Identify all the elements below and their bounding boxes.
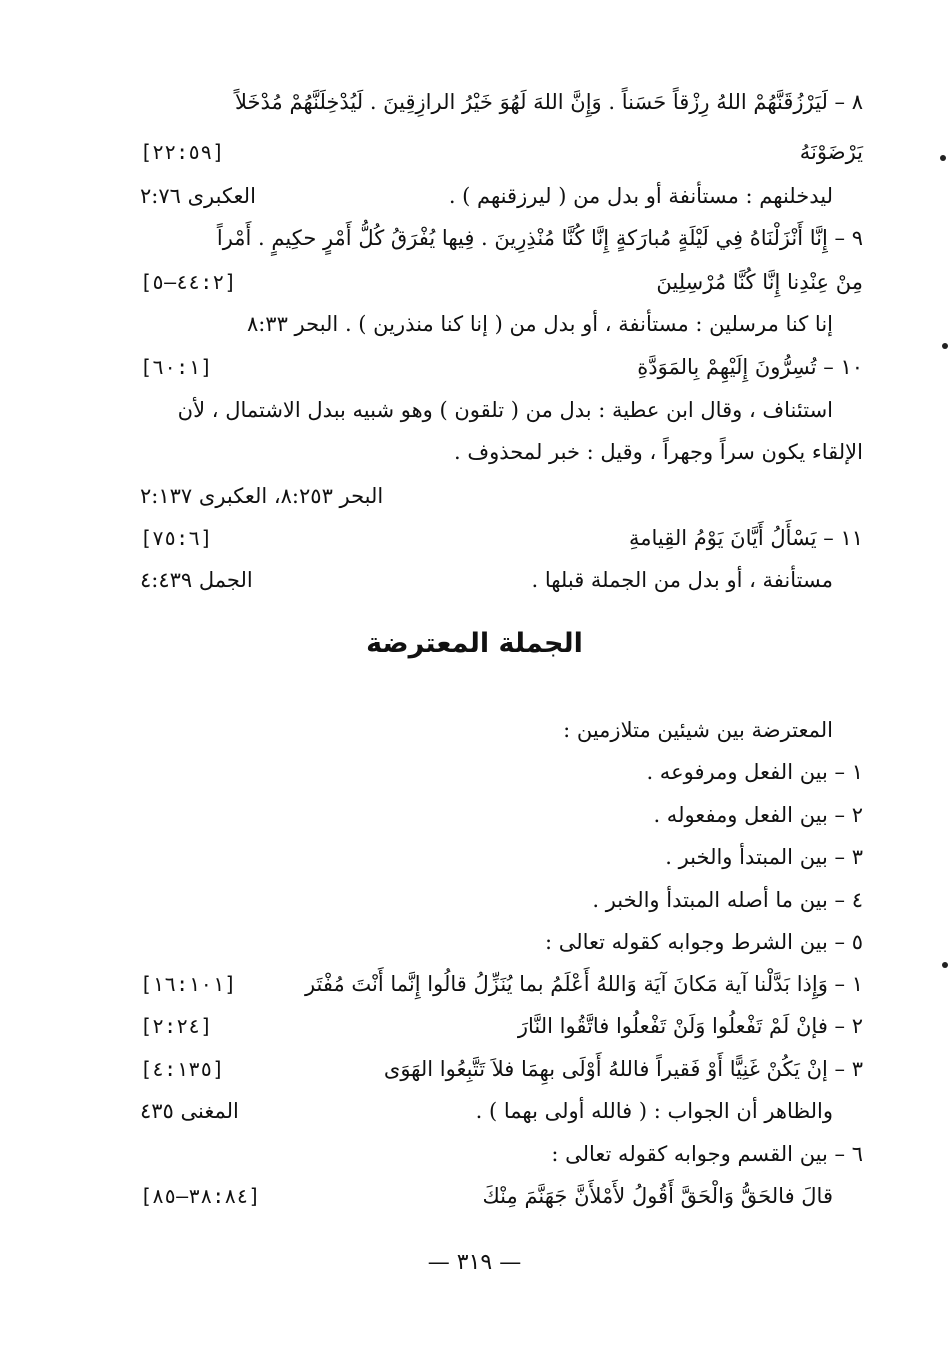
- note-line: [140, 432, 863, 472]
- verse-reference: [٤:١٣٥]: [140, 1057, 225, 1081]
- note-text: والظاهر أن الجواب : ( فالله أولى بهما ) .: [475, 1099, 833, 1123]
- list-item: [140, 1134, 863, 1174]
- verse-reference: [٢٢:٥٩]: [140, 140, 225, 164]
- note-line: [140, 176, 863, 216]
- margin-speck: [942, 343, 948, 349]
- note-line: [140, 304, 863, 344]
- note-line: [140, 476, 863, 516]
- list-item-text: ٦ – بين القسم وجوابه كقوله تعالى :: [551, 1142, 863, 1166]
- section-heading: الجملة المعترضة: [366, 628, 583, 659]
- verse-line: [140, 1006, 863, 1046]
- verse-line: [140, 132, 863, 172]
- list-item-text: ٣ – بين المبتدأ والخبر .: [665, 845, 863, 869]
- verse-text: ٨ – لَيَرْزُقَنَّهُمْ اللهُ رِزْقاً حَسَناً . وَإِنَّ اللهَ لَهُوَ خَيْرُ الرازِقِينَ . لَيُدْخِلَنَّهُمْ مُدْخَلاً: [235, 90, 863, 114]
- verse-reference: [٧٥:٦]: [140, 526, 213, 550]
- verse-reference: [٢:٢٤]: [140, 1014, 213, 1038]
- verse-line: [140, 347, 863, 387]
- verse-text: ٢ – فإنْ لَمْ تَفْعلُوا وَلَنْ تَفْعلُوا فاتَّقُوا النَّارَ: [517, 1014, 863, 1038]
- note-text: مستأنفة ، أو بدل من الجملة قبلها .: [531, 568, 833, 592]
- intro-text: المعترضة بين شيئين متلازمين :: [563, 718, 833, 742]
- note-line: [140, 560, 863, 600]
- page-number: — ٣١٩ —: [427, 1250, 522, 1275]
- verse-text: قالَ فالحَقُّ وَالْحَقَّ أَقُولُ لأَمْلأَنَّ جَهَنَّمَ مِنْكَ: [482, 1184, 833, 1208]
- verse-line: [140, 518, 863, 558]
- verse-text: ١ – وَإِذا بَدَّلْنا آية مَكانَ آيَة وَاللهُ أَعْلَمُ بما يُنَزِّلُ قالُوا إِنَّما أَنْتَ مُفْتَر: [304, 972, 863, 996]
- source-citation: البحر ٨:٢٥٣، العكبرى ٢:١٣٧: [140, 484, 384, 508]
- note-line: [140, 390, 863, 430]
- note-line: [140, 1091, 863, 1131]
- list-item: [140, 922, 863, 962]
- verse-text: ٣ – إنْ يَكُنْ غَنِيًّا أَوْ فَقيراً فاللهُ أَوْلَى بهِمَا فلاَ تَتَّبِعُوا الهَوَى: [383, 1057, 863, 1081]
- verse-line: [140, 1176, 863, 1216]
- source-citation: العكبرى ٢:٧٦: [140, 184, 256, 208]
- margin-speck: [940, 155, 946, 161]
- verse-text: مِنْ عِنْدِنا إِنَّا كُنَّا مُرْسِلِينَ: [656, 270, 863, 294]
- list-item: [140, 795, 863, 835]
- note-text: استئناف ، وقال ابن عطية : بدل من ( تلقون ) وهو شبيه ببدل الاشتمال ، لأن: [177, 398, 833, 422]
- list-item: [140, 837, 863, 877]
- verse-reference: [١٦:١٠١]: [140, 972, 237, 996]
- verse-reference: [٤٤:٢–٥]: [140, 270, 237, 294]
- list-item: [140, 880, 863, 920]
- list-item-text: ١ – بين الفعل ومرفوعه .: [646, 760, 863, 784]
- verse-text: ١٠ – تُسِرُّونَ إِلَيْهِمْ بِالمَوَدَّةِ: [637, 355, 863, 379]
- verse-text: ١١ – يَسْأَلُ أَيَّانَ يَوْمُ القِيامةِ: [629, 526, 863, 550]
- verse-reference: [٣٨:٨٤–٨٥]: [140, 1184, 261, 1208]
- list-item-text: ٥ – بين الشرط وجوابه كقوله تعالى :: [544, 930, 863, 954]
- source-citation: الجمل ٤:٤٣٩: [140, 568, 253, 592]
- note-text: الإلقاء يكون سراً وجهراً ، وقيل : خبر لمحذوف .: [453, 440, 863, 464]
- verse-reference: [٦٠:١]: [140, 355, 213, 379]
- verse-line: [140, 964, 863, 1004]
- verse-line: [140, 218, 863, 258]
- margin-speck: [942, 962, 948, 968]
- verse-line: [140, 82, 863, 122]
- list-item-text: ٤ – بين ما أصله المبتدأ والخبر .: [592, 888, 863, 912]
- note-text: إنا كنا مرسلين : مستأنفة ، أو بدل من ( إنا كنا منذرين ) . البحر ٨:٣٣: [246, 312, 833, 336]
- verse-line: [140, 262, 863, 302]
- verse-line: [140, 1049, 863, 1089]
- list-item-text: ٢ – بين الفعل ومفعوله .: [653, 803, 863, 827]
- verse-text: يَرْضَوْنَهُ: [799, 140, 863, 164]
- verse-text: ٩ – إِنَّا أَنْزَلْنَاهُ فِي لَيْلَةٍ مُبارَكةٍ إِنَّا كُنَّا مُنْذِرِينَ . فِيها يُفْرَقُ كُلُّ أَمْرٍ حكِيمٍ . أَمْراً: [216, 226, 863, 250]
- intro-line: [140, 710, 863, 750]
- source-citation: المغنى ٤٣٥: [140, 1099, 239, 1123]
- list-item: [140, 752, 863, 792]
- note-text: ليدخلنهم : مستأنفة أو بدل من ( ليرزقنهم ) .: [448, 184, 833, 208]
